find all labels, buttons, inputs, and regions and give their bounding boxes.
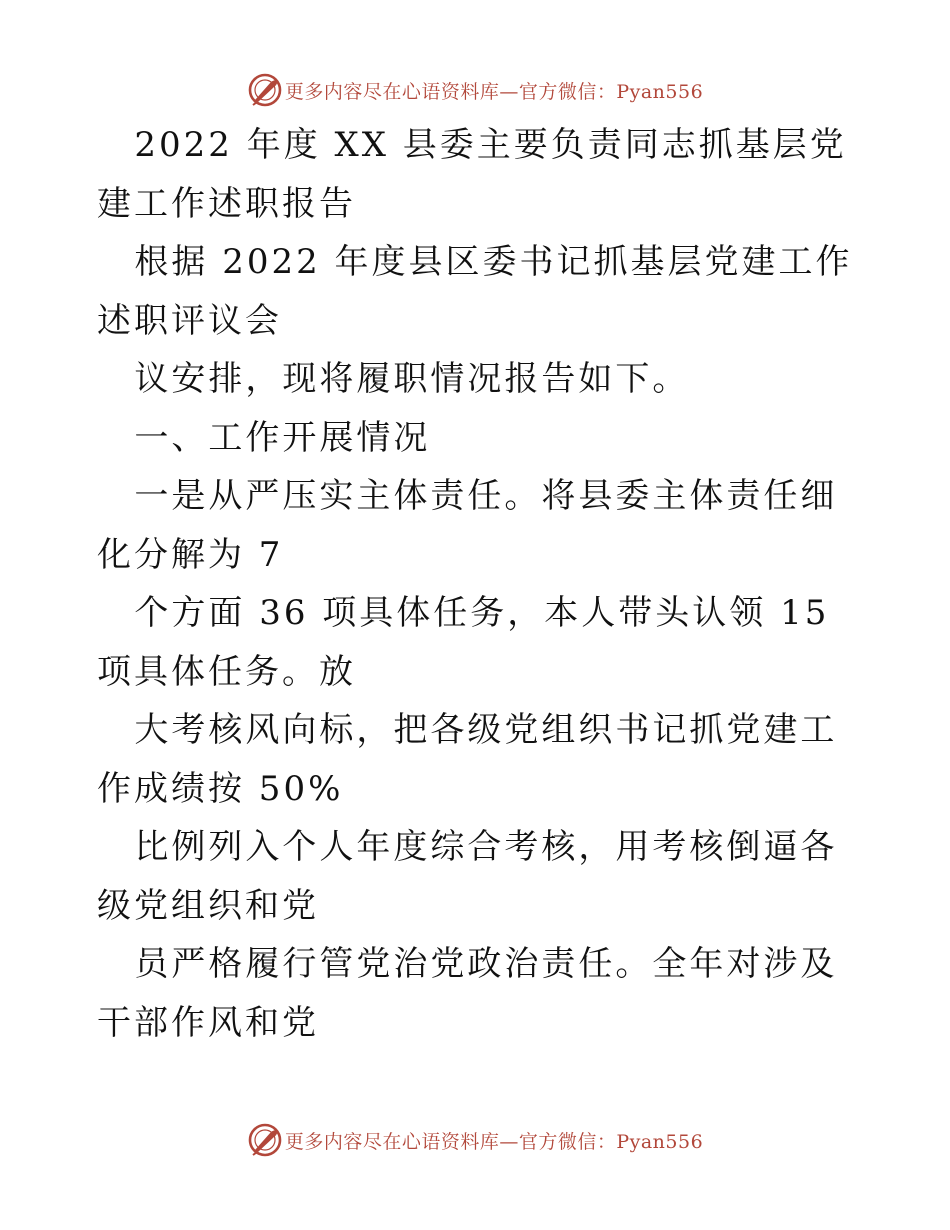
quill-seal-icon: [247, 72, 283, 108]
paragraph: 议安排，现将履职情况报告如下。: [134, 359, 690, 399]
footer-banner-text: 更多内容尽在心语资料库—官方微信：Pyan556: [284, 1130, 704, 1153]
header-banner: [0, 70, 950, 110]
header-wechat-id: Pyan556: [616, 80, 704, 103]
quill-seal-icon: [247, 1122, 283, 1158]
paragraph: 一、工作开展情况: [134, 417, 431, 458]
paragraph: 一是从严压实主体责任。将县委主体责任细化分解为 7: [97, 476, 838, 575]
header-banner-text: 更多内容尽在心语资料库—官方微信：Pyan556: [284, 80, 704, 103]
paragraph: 2022 年度 XX 县委主要负责同志抓基层党建工作述职报告: [97, 125, 847, 224]
paragraph: 个方面 36 项具体任务，本人带头认领 15 项具体任务。放: [97, 593, 830, 692]
paragraph: 员严格履行管党治党政治责任。全年对涉及干部作风和党: [97, 944, 838, 1043]
footer-wechat-id: Pyan556: [616, 1130, 704, 1153]
paragraph: 根据 2022 年度县区委书记抓基层党建工作述职评议会: [97, 242, 853, 341]
paragraph: 比例列入个人年度综合考核，用考核倒逼各级党组织和党: [97, 827, 838, 926]
paragraph: 大考核风向标，把各级党组织书记抓党建工作成绩按 50%: [97, 710, 838, 809]
document-body: [97, 116, 857, 1052]
footer-banner: [0, 1120, 950, 1160]
